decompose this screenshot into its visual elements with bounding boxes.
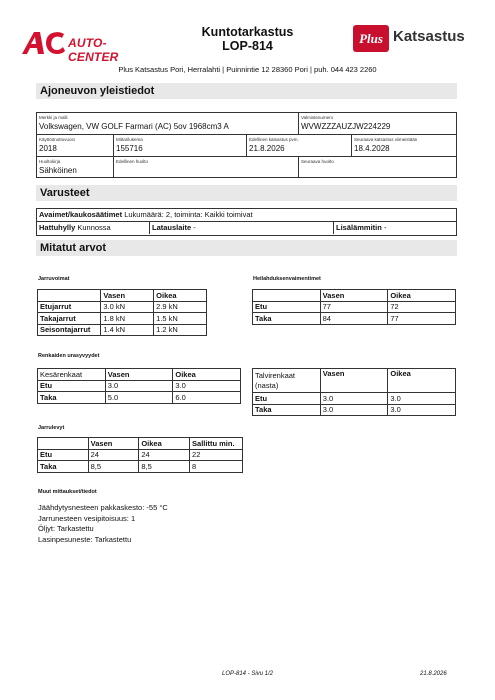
table-cell: 3.0 [388, 393, 456, 405]
table-header-cell: Vasen [320, 369, 388, 393]
table-cell: 8,5 [88, 461, 139, 473]
vin-cell [299, 113, 456, 135]
keys-value: Lukumäärä: 2, toiminta: Kaikki toimivat [124, 210, 253, 219]
next-service-label: Seuraava huolto [301, 159, 334, 164]
table-header-row [253, 369, 456, 393]
table-cell: 1.2 kN [154, 324, 207, 336]
document-title-line1: Kuntotarkastus [201, 25, 294, 39]
service-book-label: Huoltokirja [39, 159, 61, 164]
table-header-cell: Vasen [105, 369, 173, 381]
first-use-cell [37, 135, 114, 157]
table-header-cell: Oikea [388, 369, 456, 393]
keys-row [37, 209, 456, 222]
table-row [253, 393, 456, 405]
next-inspection-cell [352, 135, 456, 157]
table-header-cell: Vasen [101, 290, 154, 302]
table-header-cell: Oikea [173, 369, 241, 381]
table-header-cell: Oikea [388, 290, 456, 302]
table-row [38, 324, 207, 336]
plus-badge: Plus [353, 25, 389, 52]
charger-value: - [193, 223, 196, 232]
table-row [253, 313, 456, 325]
table-header-cell: Kesärenkaat [38, 369, 106, 381]
contact-line: Plus Katsastus Pori, Herralahti | Puinnintie 12 28360 Pori | puh. 044 423 2260 [118, 65, 377, 74]
document-title-registration: LOP-814 [222, 39, 273, 53]
list-item: Jäähdytysnesteen pakkaskesto: -55 °C [38, 503, 168, 512]
brakes-table [37, 289, 207, 336]
service-book-cell [37, 157, 114, 177]
table-cell: 5.0 [105, 392, 173, 404]
table-header-row [38, 290, 207, 302]
plus-katsastus-logo [353, 25, 473, 52]
first-use-label: Käyttöönottovuosi [39, 137, 75, 142]
section-heading-equipment: Varusteet [36, 185, 457, 201]
other-measurements-title: Muut mittaukset/tiedot [38, 489, 97, 495]
discs-table [37, 437, 243, 473]
row-label: Etu [38, 449, 89, 461]
table-cell: 3.0 [320, 404, 388, 416]
equipment-table [36, 208, 457, 236]
row-label: Taka [253, 313, 321, 325]
footer-page-number: LOP-814 - Sivu 1/2 [221, 671, 274, 677]
next-inspection-label: Seuraava katsastus viimeistään [354, 137, 418, 142]
table-cell: 1.8 kN [101, 313, 154, 325]
make-cell [37, 113, 299, 135]
table-cell: 2.9 kN [154, 301, 207, 313]
table-cell: 3.0 [388, 404, 456, 416]
row-label: Etu [253, 393, 321, 405]
table-row [38, 301, 207, 313]
first-use-value: 2018 [39, 144, 57, 153]
table-row [38, 461, 243, 473]
last-inspection-value: 21.8.2026 [249, 144, 285, 153]
table-header-cell: Oikea [139, 438, 190, 450]
table-cell: 3.0 kN [101, 301, 154, 313]
make-label: Merkki ja malli [39, 115, 68, 120]
section-heading-general: Ajoneuvon yleistiedot [36, 83, 457, 99]
charger-label: Latauslaite [152, 223, 192, 232]
table-row [253, 301, 456, 313]
table-cell: 3.0 [173, 380, 241, 392]
table-cell: 77 [320, 301, 388, 313]
row-label: Takajarrut [38, 313, 101, 325]
odometer-value: 155716 [116, 144, 143, 153]
row-label: Etu [253, 301, 321, 313]
table-cell: 1.5 kN [154, 313, 207, 325]
table-cell: 3.0 [320, 393, 388, 405]
odometer-label: Mittarilukema [116, 137, 143, 142]
row-label: Etujarrut [38, 301, 101, 313]
vin-label: Valmistenumero [301, 115, 334, 120]
winter-tires-table [252, 368, 456, 416]
table-row [38, 392, 241, 404]
table-row [38, 380, 241, 392]
make-value: Volkswagen, VW GOLF Farmari (AC) 5ov 1968cm3 A [39, 122, 229, 131]
table-header-cell [253, 290, 321, 302]
service-book-value: Sähköinen [39, 166, 77, 175]
keys-label: Avaimet/kaukosäätimet [39, 210, 123, 219]
table-header-row [253, 290, 456, 302]
shocks-title: Heilahduksenvaimentimet [253, 276, 321, 282]
table-header-row [38, 438, 243, 450]
odometer-cell [114, 135, 247, 157]
accessories-row [37, 222, 456, 235]
section-heading-measurements: Mitatut arvot [36, 240, 457, 256]
charger-field [149, 222, 196, 234]
hat-shelf-field [39, 222, 111, 234]
tread-title: Renkaiden urasyvyydet [38, 353, 100, 359]
prev-service-cell [114, 157, 299, 177]
list-item: Öljyt: Tarkastettu [38, 524, 94, 533]
table-row [38, 313, 207, 325]
plus-logo-text: Katsastus [393, 28, 465, 45]
table-row [253, 404, 456, 416]
table-cell: 24 [88, 449, 139, 461]
table-cell: 1.4 kN [101, 324, 154, 336]
table-header-cell: Oikea [154, 290, 207, 302]
table-cell: 3.0 [105, 380, 173, 392]
last-inspection-cell [247, 135, 352, 157]
table-cell: 22 [190, 449, 243, 461]
row-label: Taka [38, 392, 106, 404]
hat-shelf-value: Kunnossa [77, 223, 111, 232]
table-row [38, 449, 243, 461]
auto-center-logo [20, 30, 150, 64]
heater-field [333, 222, 386, 234]
hat-shelf-label: Hattuhylly [39, 223, 76, 232]
auto-center-logo-text: AUTO-CENTER [68, 36, 119, 64]
vin-value: WVWZZZAUZJW224229 [301, 122, 391, 131]
table-header-cell: Sallittu min. [190, 438, 243, 450]
table-cell: 8,5 [139, 461, 190, 473]
row-label: Seisontajarrut [38, 324, 101, 336]
other-measurements-list [38, 503, 168, 545]
table-cell: 24 [139, 449, 190, 461]
table-cell: 77 [388, 313, 456, 325]
discs-title: Jarrulevyt [38, 425, 65, 431]
table-cell: 84 [320, 313, 388, 325]
table-header-cell [38, 290, 101, 302]
table-header-cell: Vasen [88, 438, 139, 450]
row-label: Taka [253, 404, 321, 416]
list-item: Jarrunesteen vesipitoisuus: 1 [38, 513, 136, 523]
row-label: Etu [38, 380, 106, 392]
brakes-title: Jarruvoimat [38, 276, 70, 282]
row-label: Taka [38, 461, 89, 473]
heater-value: - [383, 223, 387, 232]
table-cell: 6.0 [173, 392, 241, 404]
next-service-cell [299, 157, 456, 177]
heater-label: Lisälämmitin [336, 223, 382, 232]
table-header-cell: Talvirenkaat (nasta) [253, 369, 321, 393]
footer-date: 21.8.2026 [420, 671, 447, 677]
next-inspection-value: 18.4.2028 [354, 144, 390, 153]
prev-service-label: Edellinen huolto [116, 159, 149, 164]
list-item: Lasinpesuneste: Tarkastettu [38, 534, 132, 544]
table-header-cell: Vasen [320, 290, 388, 302]
vehicle-info-grid [36, 112, 457, 178]
auto-center-logo-mark-icon [20, 30, 66, 56]
last-inspection-label: Edellinen katsastus pvm. [249, 137, 299, 142]
table-header-row [38, 369, 241, 381]
table-header-cell [38, 438, 89, 450]
table-cell: 72 [388, 301, 456, 313]
document-title [170, 25, 325, 53]
table-cell: 8 [190, 461, 243, 473]
summer-tires-table [37, 368, 241, 404]
shocks-table [252, 289, 456, 325]
